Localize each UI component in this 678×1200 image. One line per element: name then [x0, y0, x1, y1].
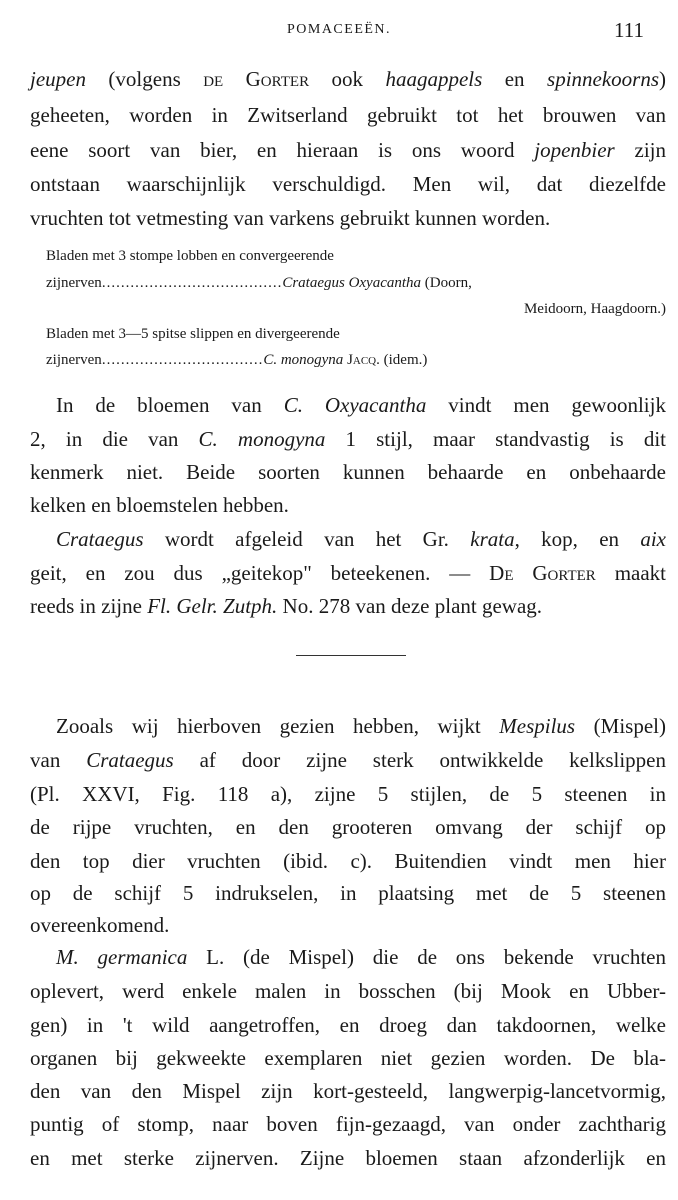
paragraph-4-line-5: den top dier vruchten (ibid. c). Buitendien vindt men hier	[30, 849, 666, 873]
paragraph-3-line-3	[30, 593, 666, 619]
section-divider	[342, 655, 406, 656]
species-name: C. monogyna	[263, 352, 344, 368]
text: 1 stijl, maar standvastig is dit	[325, 427, 667, 451]
text: (idem.)	[379, 352, 428, 368]
paragraph-5-line-3: gen) in 't wild aangetroffen, en droeg dan takdoornen, welke	[30, 1013, 666, 1037]
text: (volgens	[85, 67, 204, 91]
paragraph-1-line-2: geheeten, worden in Zwitserland gebruikt tot het brouwen van	[30, 103, 666, 127]
text: en	[482, 67, 548, 91]
paragraph-2-line-1	[56, 392, 666, 418]
author-name: de Gorter	[203, 67, 310, 91]
text: zijnerven	[46, 275, 102, 291]
leader-dots: ..................................	[101, 352, 264, 368]
paragraph-1-line-1	[30, 66, 666, 92]
text: (Mispel)	[575, 714, 666, 738]
text: 2, in die van	[30, 427, 199, 451]
text: reeds in zijne	[30, 594, 148, 618]
paragraph-4-line-6: op de schijf 5 indrukselen, in plaatsing met de 5 steenen	[30, 881, 666, 905]
author-name: Jacq.	[343, 352, 380, 368]
key-entry-1-common-names: Meidoorn, Haagdoorn.)	[523, 301, 666, 317]
greek-term: aix	[640, 527, 666, 551]
text: geit, en zou dus „geitekop" beteekenen. —	[30, 561, 490, 585]
paragraph-5-line-1	[56, 944, 666, 970]
text: In de bloemen van	[56, 393, 284, 417]
author-name: De Gorter	[489, 561, 596, 585]
section-divider	[296, 655, 342, 656]
italic-term: spinnekoorns	[547, 67, 660, 91]
key-entry-1-result	[46, 273, 666, 293]
key-entry-2: Bladen met 3—5 spitse slippen en divergeerende	[46, 326, 340, 342]
text: No. 278 van deze plant gewag.	[277, 594, 543, 618]
paragraph-1-line-4: ontstaan waarschijnlijk verschuldigd. Men wil, dat diezelfde	[30, 172, 666, 196]
paragraph-4-line-4: de rijpe vruchten, en den grooteren omvang der schijf op	[30, 815, 666, 839]
species-name: M. germanica	[56, 945, 188, 969]
book-title: Fl. Gelr. Zutph.	[147, 594, 278, 618]
text: af door zijne sterk ontwikkelde kelkslippen	[173, 748, 666, 772]
genus-name: Crataegus	[86, 748, 174, 772]
text: eene soort van bier, en hieraan is ons woord	[30, 138, 535, 162]
text: , kop, en	[514, 527, 641, 551]
text: zijnerven	[46, 352, 102, 368]
text: (Doorn,	[421, 275, 472, 291]
species-name: Crataegus Oxyacantha	[282, 275, 422, 291]
paragraph-4-line-3: (Pl. XXVI, Fig. 118 a), zijne 5 stijlen, de 5 steenen in	[30, 782, 666, 806]
text: zijn	[614, 138, 666, 162]
paragraph-5-line-7: en met sterke zijnerven. Zijne bloemen staan afzonderlijk en	[30, 1146, 666, 1170]
text: wordt afgeleid van het Gr.	[143, 527, 471, 551]
key-entry-1: Bladen met 3 stompe lobben en convergeerende	[46, 248, 334, 264]
text: (de Mispel) die de ons bekende vruchten	[224, 945, 666, 969]
italic-term: haagappels	[385, 67, 483, 91]
key-entry-2-result	[46, 350, 666, 370]
paragraph-1-line-3	[30, 137, 666, 163]
paragraph-5-line-4: organen bij gekweekte exemplaren niet gezien worden. De bla-	[30, 1046, 666, 1070]
genus-name: Crataegus	[56, 527, 144, 551]
page-header	[30, 18, 648, 48]
text: van	[30, 748, 87, 772]
author-name: L.	[187, 945, 225, 969]
text: )	[659, 67, 667, 91]
paragraph-3-line-2	[30, 560, 666, 586]
paragraph-2-line-4: kelken en bloemstelen hebben.	[30, 493, 289, 517]
text: ook	[309, 67, 386, 91]
text: vindt men gewoonlijk	[426, 393, 666, 417]
paragraph-5-line-2: oplevert, werd enkele malen in bosschen (bij Mook en Ubber-	[30, 979, 666, 1003]
italic-term: jeupen	[30, 67, 86, 91]
page-number: 111	[614, 18, 644, 42]
paragraph-4-line-1	[56, 713, 666, 739]
text: Zooals wij hierboven gezien hebben, wijkt	[56, 714, 500, 738]
paragraph-5-line-5: den van den Mispel zijn kort-gesteeld, langwerpig-lancetvormig,	[30, 1079, 666, 1103]
italic-term: jopenbier	[534, 138, 615, 162]
leader-dots: ......................................	[101, 275, 283, 291]
running-head: POMACEEËN.	[286, 22, 392, 37]
paragraph-2-line-2	[30, 426, 666, 452]
paragraph-2-line-3: kenmerk niet. Beide soorten kunnen behaarde en onbehaarde	[30, 460, 666, 484]
text: maakt	[595, 561, 667, 585]
paragraph-5-line-6: puntig of stomp, naar boven fijn-gezaagd, van onder zachtharig	[30, 1112, 666, 1136]
paragraph-4-line-7: overeenkomend.	[30, 913, 170, 937]
paragraph-3-line-1	[56, 526, 666, 552]
species-name: C. monogyna	[198, 427, 326, 451]
paragraph-4-line-2	[30, 747, 666, 773]
greek-term: krata	[470, 527, 515, 551]
genus-name: Mespilus	[499, 714, 576, 738]
paragraph-1-line-5: vruchten tot vetmesting van varkens gebruikt kunnen worden.	[30, 206, 551, 230]
species-name: C. Oxyacantha	[283, 393, 427, 417]
